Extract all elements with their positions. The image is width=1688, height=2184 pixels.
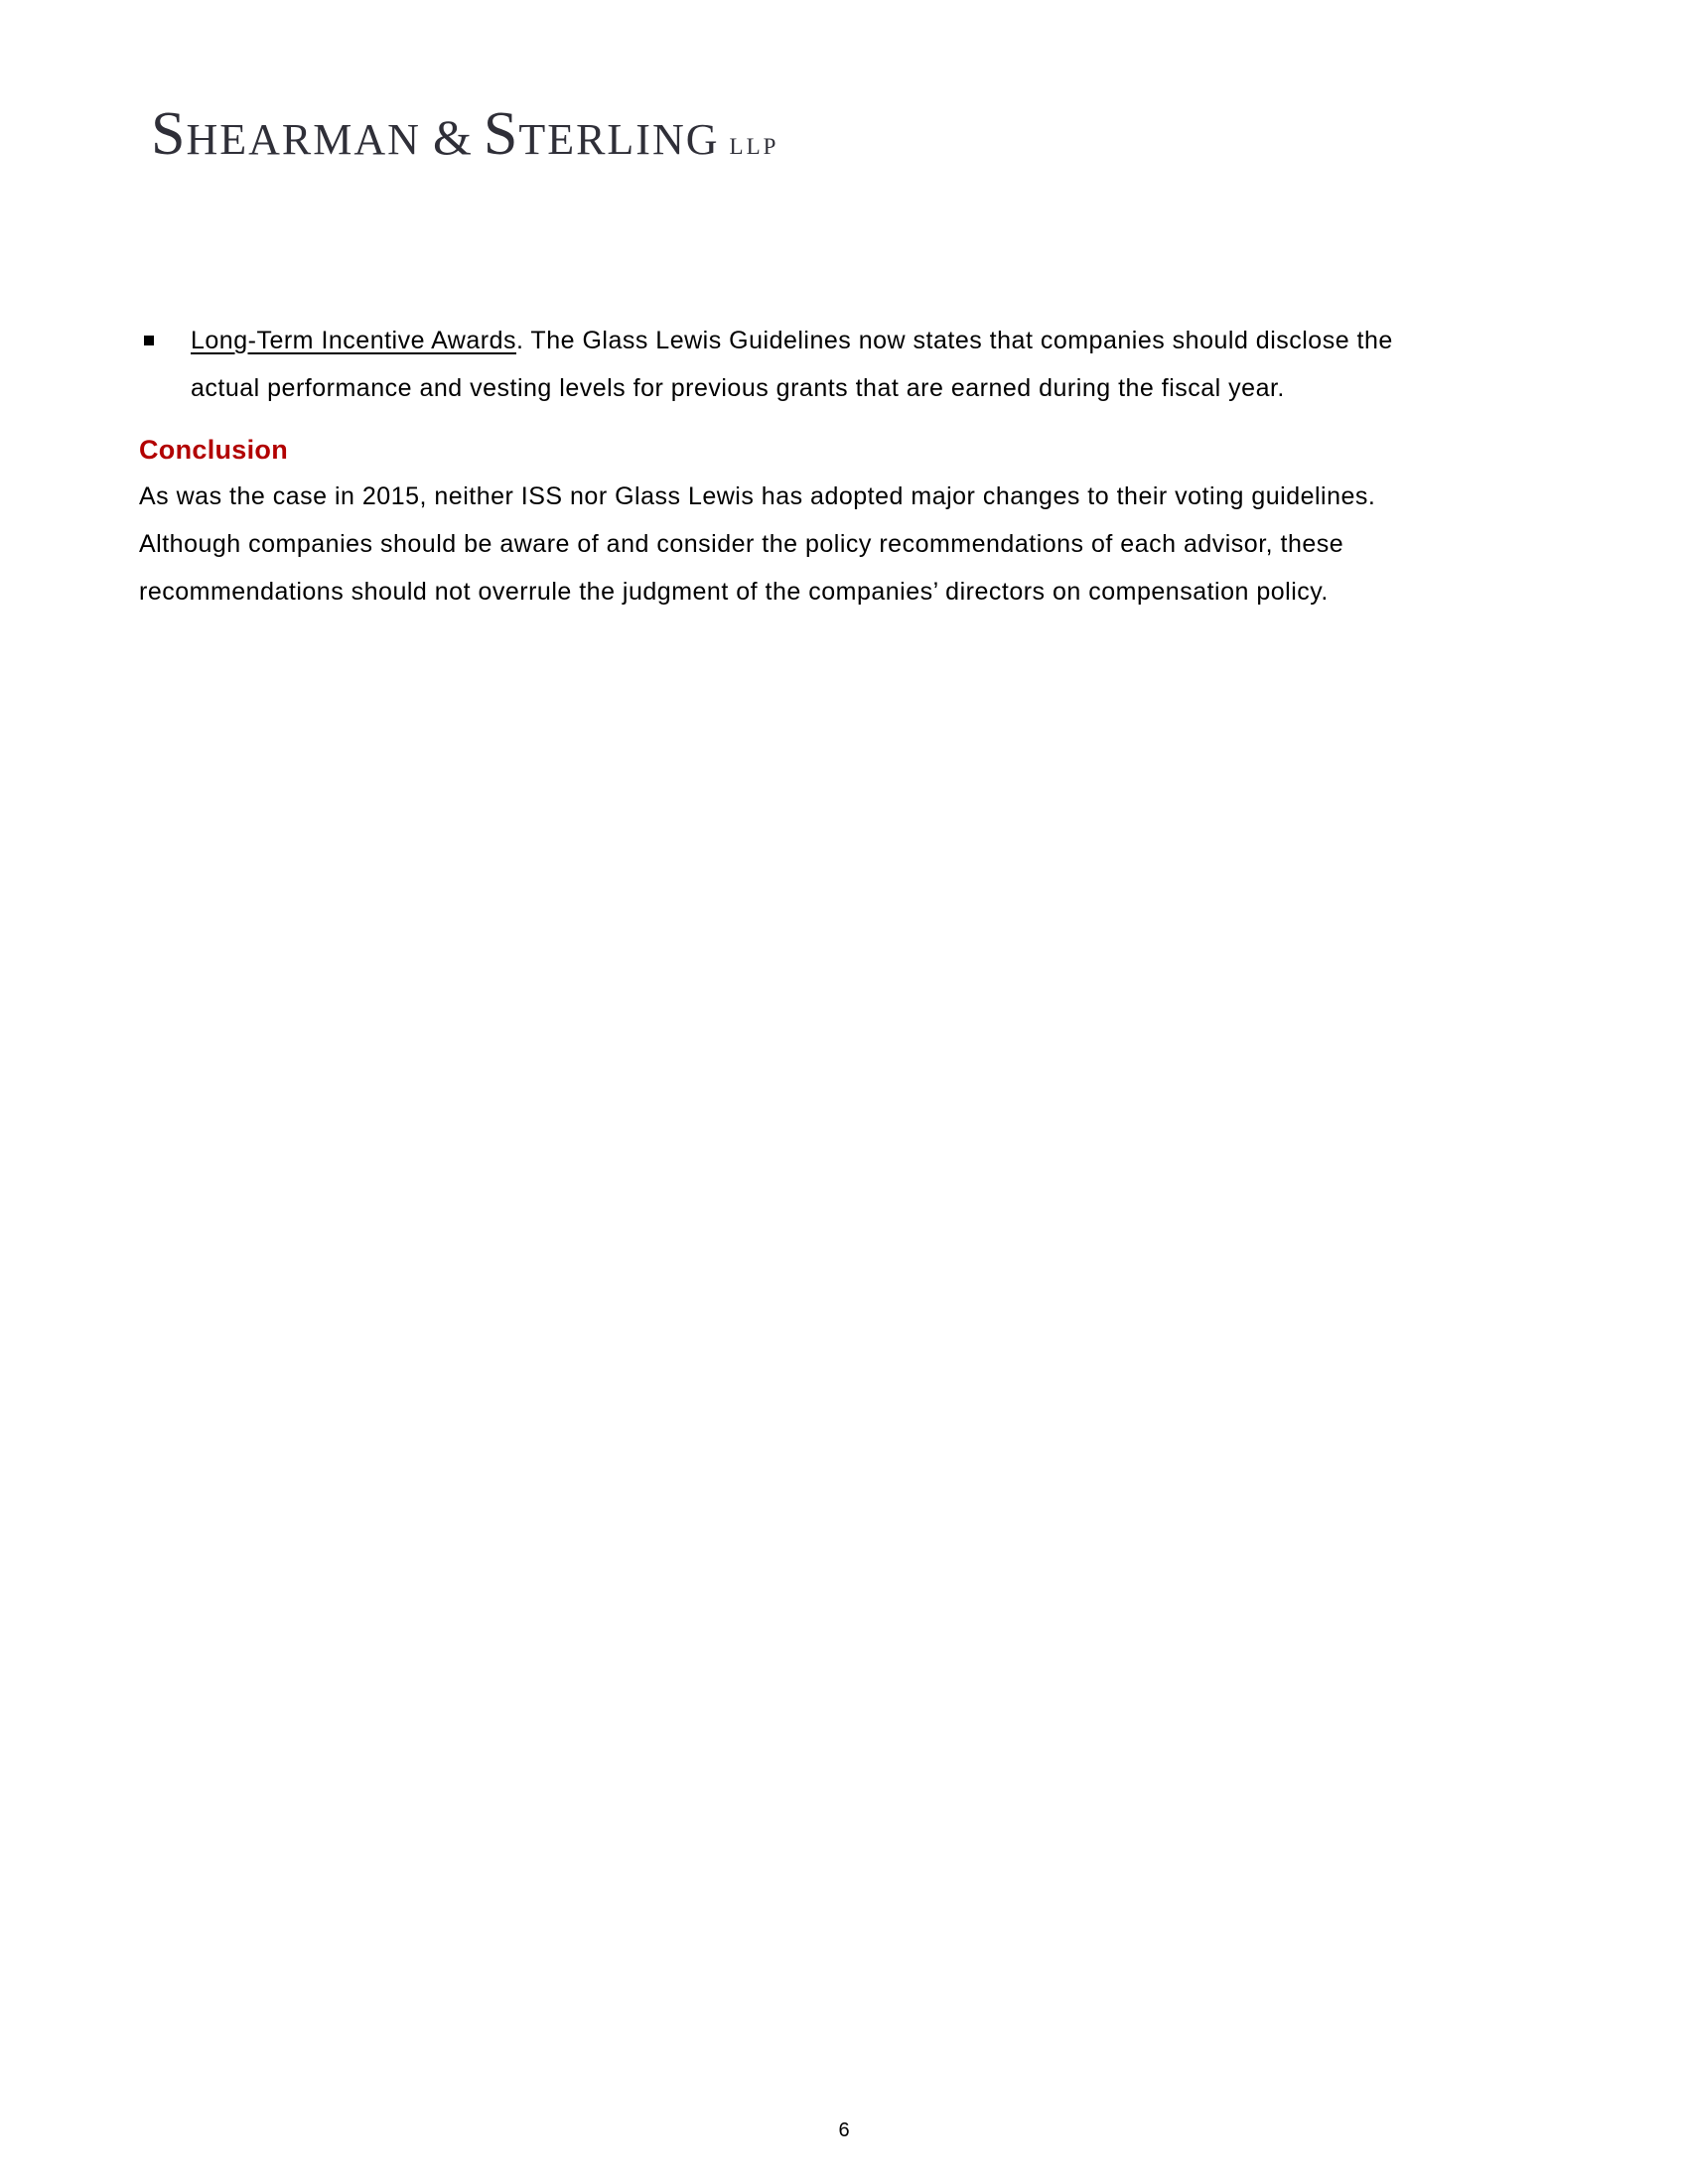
- square-bullet-icon: [144, 336, 154, 345]
- page-number: 6: [838, 2119, 850, 2141]
- conclusion-heading: Conclusion: [139, 435, 288, 465]
- bullet-line-1-rest: . The Glass Lewis Guidelines now states that companies should disclose the: [515, 327, 1393, 354]
- firm-logo: [151, 99, 778, 170]
- logo-llp-suffix: LLP: [729, 134, 779, 159]
- paragraph-line: As was the case in 2015, neither ISS nor Glass Lewis has adopted major changes to their voting guidelines.: [139, 482, 1376, 510]
- bullet-item-text: [191, 317, 1393, 412]
- bullet-line-2: actual performance and vesting levels for previous grants that are earned during the fiscal year.: [191, 374, 1285, 402]
- paragraph-line: Although companies should be aware of and consider the policy recommendations of each advisor, these: [139, 530, 1344, 558]
- logo-initial-2: S: [483, 100, 519, 168]
- bullet-lead-in-underlined: Long-Term Incentive Awards: [191, 327, 516, 354]
- bullet-marker-column: [139, 317, 191, 345]
- logo-word-2: TERLING: [518, 115, 720, 164]
- bullet-item: [139, 317, 1549, 412]
- logo-ampersand: &: [432, 109, 472, 165]
- logo-word-1: HEARMAN: [186, 115, 421, 164]
- bullet-line-1: [191, 317, 1393, 364]
- conclusion-paragraph: [139, 473, 1569, 615]
- logo-initial-1: S: [151, 100, 187, 168]
- paragraph-line: recommendations should not overrule the judgment of the companies’ directors on compensation policy.: [139, 578, 1329, 606]
